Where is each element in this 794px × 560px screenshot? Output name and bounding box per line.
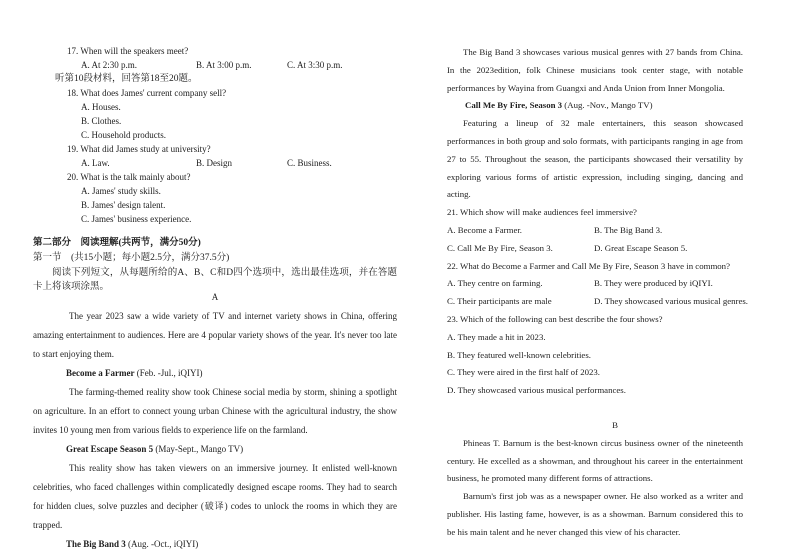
option-20-b: B. James' design talent. <box>81 200 166 210</box>
passage-b-paragraph-1: Phineas T. Barnum is the best-known circus business owner of the nineteenth century. He excelled as a showman, and throughout his career in the entertainment business, he promoted many different forms of attractions. <box>447 437 743 484</box>
option-19-a: A. Law. <box>81 158 110 168</box>
show-3-schedule: (Aug. -Oct., iQIYI) <box>125 539 199 550</box>
question-17-options <box>33 58 397 72</box>
option-20-c: C. James' business experience. <box>81 214 192 224</box>
show-1-title-line <box>33 364 397 383</box>
question-22-options-row-1 <box>447 275 743 293</box>
option-21-a: A. Become a Farmer. <box>447 224 522 235</box>
show-4-title-line <box>447 97 743 115</box>
reading-directions: 阅读下列短文，从每题所给的A、B、C和D四个选项中，选出最佳选项，并在答题卡上将该项涂黑。 <box>33 267 397 293</box>
option-20-a: A. James' study skills. <box>81 186 161 196</box>
option-22-d: D. They showcased various musical genres. <box>594 296 748 307</box>
question-20: 20. What is the talk mainly about? <box>67 172 191 182</box>
show-1-title: Become a Farmer <box>66 368 135 379</box>
show-4-description: Featuring a lineup of 32 male entertainers, this season showcased performances in both group and solo formats, with participants ranging in age from 27 to 55. Throughout the season, the participants showcased their versatility by exploring various forms of artistic expression, including singing, dancing and acting. <box>447 118 743 200</box>
option-19-c: C. Business. <box>287 158 332 168</box>
show-2-title: Great Escape Season 5 <box>66 444 154 455</box>
option-23-d: D. They showcased various musical performances. <box>447 385 626 396</box>
question-19-options <box>33 156 397 170</box>
passage-a-label: A <box>211 292 219 303</box>
question-21-options-row-2 <box>447 240 743 258</box>
show-4-title: Call Me By Fire, Season 3 <box>465 100 563 111</box>
option-23-b: B. They featured well-known celebrities. <box>447 349 591 360</box>
option-23-c: C. They were aired in the first half of 2023. <box>447 367 601 378</box>
question-22: 22. What do Become a Farmer and Call Me By Fire, Season 3 have in common? <box>447 260 730 271</box>
option-21-b: B. The Big Band 3. <box>594 224 663 235</box>
show-2-title-line <box>33 440 397 459</box>
left-column <box>33 44 397 554</box>
option-17-a: A. At 2:30 p.m. <box>81 60 138 70</box>
question-22-options-row-2 <box>447 293 748 311</box>
show-2-description: This reality show has taken viewers on an immersive journey. It enlisted well-known celebrities, who faced challenges within complicatedly designed escape rooms. They had to search for hidden clues, solve puzzles and decipher (破译) codes to unlock the rooms in which they are trapped. <box>33 463 397 531</box>
option-21-c: C. Call Me By Fire, Season 3. <box>447 242 553 253</box>
part2-header: 第二部分 阅读理解(共两节，满分50分) <box>33 238 201 248</box>
question-23: 23. Which of the following can best describe the four shows? <box>447 313 663 324</box>
option-21-d: D. Great Escape Season 5. <box>594 242 688 253</box>
question-18: 18. What does James' current company sell? <box>67 88 227 98</box>
option-22-c: C. Their participants are male <box>447 296 552 307</box>
show-1-description: The farming-themed reality show took Chinese social media by storm, shining a spotlight on agriculture. In an effort to connect young urban Chinese with the agricultural industry, the show invites 10 young men from various fields to experience life on the farmland. <box>33 387 397 436</box>
question-21-options-row-1 <box>447 222 743 240</box>
listening-instruction: 听第10段材料，回答第18至20题。 <box>55 74 198 84</box>
passage-b-label: B <box>612 419 618 430</box>
passage-a <box>33 288 397 554</box>
show-3-title-line <box>33 535 397 554</box>
option-18-b: B. Clothes. <box>81 116 122 126</box>
part2-section <box>33 236 397 295</box>
option-18-c: C. Household products. <box>81 130 166 140</box>
question-17: 17. When will the speakers meet? <box>67 46 189 56</box>
passage-b-paragraph-2: Barnum's first job was as a newspaper owner. He also worked as a writer and publisher. His lasting fame, however, is as a showman. Barnum considered this to be his main talent and he never changed this view of his character. <box>447 491 743 537</box>
section1-header: 第一节 (共15小题；每小题2.5分，满分37.5分) <box>33 252 230 263</box>
option-18-a: A. Houses. <box>81 102 121 112</box>
option-22-b: B. They were produced by iQIYI. <box>594 278 713 289</box>
option-17-b: B. At 3:00 p.m. <box>196 60 252 70</box>
show-3-description: The Big Band 3 showcases various musical genres with 27 bands from China. In the 2023edition, folk Chinese musicians took center stage, with notable performances by Wayina from Guangxi and Anda Union from Inner Mongolia. <box>447 47 743 93</box>
passage-a-intro: The year 2023 saw a wide variety of TV and internet variety shows in China, offering amazing entertainment to audiences. Here are 4 popular variety shows of the year. It's never too late to start enjoying them. <box>33 311 397 360</box>
listening-questions-section <box>33 44 397 226</box>
show-2-schedule: (May-Sept., Mango TV) <box>153 444 244 455</box>
show-4-schedule: (Aug. -Nov., Mango TV) <box>562 100 653 111</box>
show-1-schedule: (Feb. -Jul., iQIYI) <box>134 368 203 379</box>
question-19: 19. What did James study at university? <box>67 144 211 154</box>
option-22-a: A. They centre on farming. <box>447 278 543 289</box>
show-3-title: The Big Band 3 <box>66 539 126 550</box>
option-23-a: A. They made a hit in 2023. <box>447 331 546 342</box>
right-column <box>447 44 748 542</box>
option-17-c: C. At 3:30 p.m. <box>287 60 343 70</box>
question-21: 21. Which show will make audiences feel immersive? <box>447 207 637 218</box>
option-19-b: B. Design <box>196 158 232 168</box>
